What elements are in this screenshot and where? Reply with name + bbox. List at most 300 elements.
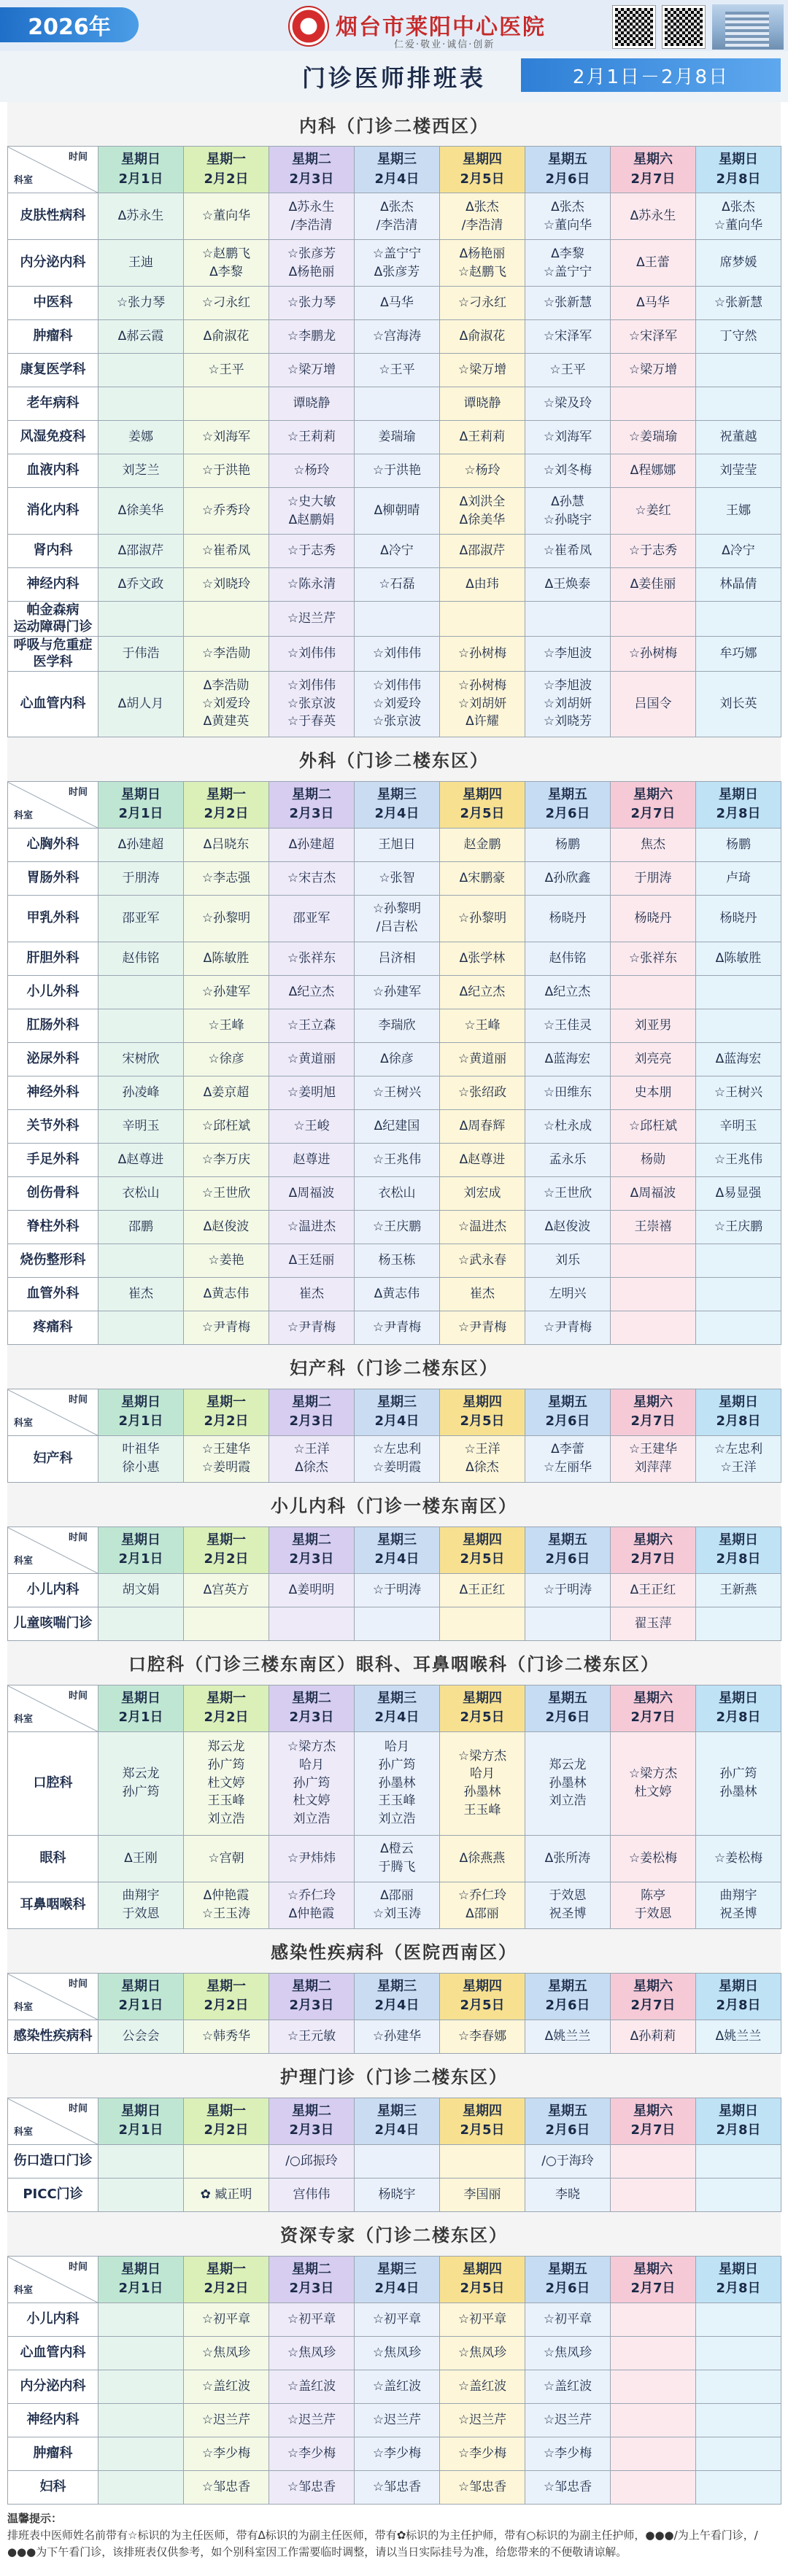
doctor-cell: Δ孙莉莉 [611,2020,696,2053]
doctor-cell [98,1607,184,1640]
doctor-cell: 赵尊进 [269,1143,355,1176]
doctor-cell: ☆孙建军 [355,975,440,1009]
department-name: 内分泌内科 [8,240,98,287]
date-label: 2月1日 [118,2122,163,2138]
date-label: 2月2日 [204,171,249,187]
doctor-cell: ☆李少梅 [355,2437,440,2470]
doctor-cell: Δ徐彦 [355,1042,440,1076]
day-header [440,781,525,828]
weekday-label: 星期日 [719,1532,758,1548]
doctor-cell: ☆崔希凤 [525,535,611,568]
day-header [98,1685,184,1731]
department-name: PICC门诊 [8,2178,98,2211]
doctor-cell: Δ姜明明 [269,1573,355,1607]
doctor-cell: ☆刘伟伟 [355,636,440,671]
day-header [184,1526,269,1573]
day-header [184,1973,269,2020]
doctor-cell: ☆李志强 [184,861,269,895]
doctor-cell: 李瑞欣 [355,1009,440,1042]
doctor-cell: ☆尹青梅 [525,1311,611,1344]
table-corner [8,2098,98,2144]
day-header [184,2098,269,2144]
doctor-cell: 吕济相 [355,942,440,975]
doctor-cell: ☆初平章 [184,2303,269,2336]
table-row [8,2336,781,2370]
corner-time-label: 时间 [68,786,88,798]
doctor-cell: 宋树欣 [98,1042,184,1076]
doctor-cell: ☆杜永成 [525,1109,611,1143]
date-label: 2月6日 [545,2122,590,2138]
doctor-cell: Δ张杰 ☆董向华 [696,193,781,240]
weekday-label: 星期五 [548,1690,587,1706]
department-name: 内分泌内科 [8,2370,98,2403]
doctor-cell: ☆邱枉斌 [184,1109,269,1143]
doctor-cell: ☆李少梅 [525,2437,611,2470]
doctor-cell: Δ赵俊波 [525,1210,611,1244]
department-name: 口腔科 [8,1731,98,1835]
date-label: 2月2日 [204,806,249,822]
weekday-label: 星期二 [292,1690,331,1706]
table-row [8,2144,781,2178]
day-header [269,147,355,193]
weekday-label: 星期六 [633,152,673,168]
doctor-cell [696,975,781,1009]
doctor-cell: ☆孙黎明 [440,895,525,942]
date-label: 2月3日 [289,1413,334,1429]
doctor-cell [98,1244,184,1277]
doctor-cell: ☆王立森 [269,1009,355,1042]
date-label: 2月2日 [204,1998,249,2014]
doctor-cell: ☆张智 [355,861,440,895]
table-row [8,671,781,737]
schedule-table [7,146,781,737]
department-name: 消化内科 [8,488,98,535]
qr-code-icon[interactable] [663,6,705,48]
date-label: 2月4日 [374,1413,420,1429]
doctor-cell: ☆尹青梅 [355,1311,440,1344]
doctor-cell [696,2403,781,2437]
hospital-name: 烟台市莱阳中心医院 [336,15,546,40]
department-name: 肛肠外科 [8,1009,98,1042]
weekday-label: 星期一 [206,1690,246,1706]
weekday-label: 星期五 [548,1978,587,1994]
hospital-motto: 仁爱·敬业·诚信·创新 [394,39,495,50]
doctor-cell: ☆刘伟伟 ☆张京波 ☆于春英 [269,671,355,737]
table-row [8,2020,781,2053]
date-label: 2月3日 [289,806,334,822]
doctor-cell: ☆宋吉杰 [269,861,355,895]
table-corner [8,2256,98,2303]
doctor-cell: ☆李少梅 [269,2437,355,2470]
doctor-cell: ☆李浩勋 [184,636,269,671]
date-label: 2月2日 [204,1710,249,1726]
doctor-cell: 孙凌峰 [98,1076,184,1109]
day-header [696,2098,781,2144]
doctor-cell: Δ王焕泰 [525,568,611,602]
day-header [269,2256,355,2303]
schedule-table [7,781,781,1345]
table-row [8,320,781,354]
doctor-cell: Δ孙建超 [269,828,355,861]
department-name: 神经内科 [8,2403,98,2437]
doctor-cell [525,602,611,637]
doctor-cell: ☆左忠利 ☆王洋 [696,1435,781,1482]
table-corner [8,1973,98,2020]
doctor-cell: Δ纪建国 [355,1109,440,1143]
doctor-cell: ☆焦凤珍 [184,2336,269,2370]
schedule-section [7,1483,781,1641]
doctor-cell: Δ刘洪全 Δ徐美华 [440,488,525,535]
doctor-cell: 杨勋 [611,1143,696,1176]
doctor-cell: 杨玉栋 [355,1244,440,1277]
table-row [8,1731,781,1835]
doctor-cell: ☆乔仁玲 Δ邵丽 [440,1882,525,1928]
weekday-label: 星期四 [463,786,502,802]
doctor-cell: 曲翔宇 祝圣博 [696,1882,781,1928]
schedule-table [7,1389,781,1483]
weekday-label: 星期日 [121,1690,161,1706]
table-row [8,1176,781,1210]
doctor-cell: 王新燕 [696,1573,781,1607]
day-header [611,2098,696,2144]
doctor-cell: ☆王峰 [184,1009,269,1042]
department-name: 神经外科 [8,1076,98,1109]
weekday-label: 星期四 [463,1532,502,1548]
doctor-cell: ☆石磊 [355,568,440,602]
doctor-cell: 宫伟伟 [269,2178,355,2211]
doctor-cell [696,2303,781,2336]
hospital-building-image [712,4,784,50]
date-label: 2月7日 [630,2281,676,2297]
department-name: 胃肠外科 [8,861,98,895]
schedule-table [7,1973,781,2054]
doctor-cell [98,2303,184,2336]
department-name: 小儿内科 [8,2303,98,2336]
doctor-cell: Δ孙慧 ☆孙晓宇 [525,488,611,535]
doctor-cell: Δ俞淑花 [440,320,525,354]
doctor-cell: ☆盖红波 [440,2370,525,2403]
table-row [8,2178,781,2211]
doctor-cell: Δ易显强 [696,1176,781,1210]
doctor-cell: ☆邱枉斌 [611,1109,696,1143]
department-name: 创伤骨科 [8,1176,98,1210]
doctor-cell [611,2178,696,2211]
doctor-cell: 胡文娟 [98,1573,184,1607]
table-row [8,2303,781,2336]
section-title: 资深专家（门诊二楼东区） [7,2212,781,2256]
doctor-cell: ☆梁方杰 杜文婷 [611,1731,696,1835]
schedule-section [7,2212,781,2505]
table-row [8,1882,781,1928]
department-name: 皮肤性病科 [8,193,98,240]
weekday-label: 星期三 [377,1532,417,1548]
doctor-cell: ☆宋泽军 [611,320,696,354]
day-header [98,1526,184,1573]
doctor-cell: ☆黄道丽 [269,1042,355,1076]
day-header [611,147,696,193]
doctor-cell: Δ由玮 [440,568,525,602]
doctor-cell: Δ吕晓东 [184,828,269,861]
corner-dept-label: 科室 [14,1417,34,1429]
schedule-section [7,737,781,1345]
doctor-cell: ☆孙树梅 ☆刘胡妍 Δ许耀 [440,671,525,737]
schedule-table [7,1685,781,1929]
doctor-cell: ☆刘海军 [184,421,269,454]
day-header [355,1973,440,2020]
doctor-cell: 杨晓丹 [696,895,781,942]
weekday-label: 星期三 [377,1690,417,1706]
doctor-cell: ☆刁永红 [440,287,525,320]
date-label: 2月8日 [716,1998,761,2014]
day-header [355,2256,440,2303]
date-label: 2月1日 [118,1710,163,1726]
corner-dept-label: 科室 [14,175,34,187]
doctor-cell: ☆王树兴 [696,1076,781,1109]
department-name: 伤口造口门诊 [8,2144,98,2178]
department-name: 感染性疾病科 [8,2020,98,2053]
weekday-label: 星期三 [377,1978,417,1994]
weekday-label: 星期五 [548,786,587,802]
table-row [8,454,781,488]
day-header [98,2098,184,2144]
doctor-cell: 姜瑞瑜 [355,421,440,454]
doctor-cell [696,2178,781,2211]
day-header [184,1389,269,1435]
weekday-label: 星期五 [548,2261,587,2277]
doctor-cell: ☆邹忠香 [184,2470,269,2504]
date-label: 2月3日 [289,2281,334,2297]
date-label: 2月4日 [374,171,420,187]
weekday-label: 星期日 [121,1532,161,1548]
schedule-section [7,1929,781,2054]
doctor-cell: Δ邵淑芹 [98,535,184,568]
doctor-cell [696,2437,781,2470]
table-corner [8,1389,98,1435]
doctor-cell: Δ邵淑芹 [440,535,525,568]
doctor-cell: 辛明玉 [98,1109,184,1143]
doctor-cell: ☆迟兰芹 [269,2403,355,2437]
doctor-cell: ☆焦凤珍 [440,2336,525,2370]
date-label: 2月2日 [204,2281,249,2297]
corner-time-label: 时间 [68,152,88,163]
doctor-cell [696,2470,781,2504]
doctor-cell: ☆孙树梅 [611,636,696,671]
doctor-cell: ☆姜艳 [184,1244,269,1277]
weekday-label: 星期一 [206,1394,246,1410]
qr-code-icon[interactable] [613,6,655,48]
doctor-cell: ☆杨玲 [269,454,355,488]
table-row [8,1009,781,1042]
doctor-cell: 曲翔宇 于效恩 [98,1882,184,1928]
header [0,0,788,51]
table-row [8,2437,781,2470]
day-header [611,1389,696,1435]
doctor-cell: ☆尹青梅 [184,1311,269,1344]
doctor-cell: Δ纪立杰 [269,975,355,1009]
weekday-label: 星期一 [206,2261,246,2277]
day-header [355,781,440,828]
table-row [8,354,781,387]
doctor-cell: Δ陈敏胜 [696,942,781,975]
date-label: 2月3日 [289,1710,334,1726]
date-label: 2月3日 [289,1551,334,1567]
doctor-cell: 哈月 孙广筠 孙墨林 王玉峰 刘立浩 [355,1731,440,1835]
table-row [8,942,781,975]
doctor-cell: 赵伟铭 [98,942,184,975]
doctor-cell: ☆田维东 [525,1076,611,1109]
doctor-cell: 刘亮亮 [611,1042,696,1076]
doctor-cell: Δ郝云霞 [98,320,184,354]
doctor-cell: Δ俞淑花 [184,320,269,354]
date-label: 2月1日 [118,171,163,187]
department-name: 肾内科 [8,535,98,568]
schedule-table [7,2256,781,2505]
corner-time-label: 时间 [68,1690,88,1702]
weekday-label: 星期二 [292,1978,331,1994]
doctor-cell: 于伟浩 [98,636,184,671]
doctor-cell [611,2144,696,2178]
doctor-cell: 于朋涛 [611,861,696,895]
weekday-label: 星期日 [719,2261,758,2277]
schedule-table [7,1526,781,1641]
doctor-cell: 邵亚军 [269,895,355,942]
doctor-cell: Δ赵尊进 [440,1143,525,1176]
doctor-cell [696,2336,781,2370]
table-header-row [8,1685,781,1731]
doctor-cell [98,2403,184,2437]
department-name: 眼科 [8,1835,98,1882]
doctor-cell: ☆梁万增 [440,354,525,387]
doctor-cell: ☆初平章 [355,2303,440,2336]
table-row [8,602,781,637]
weekday-label: 星期二 [292,1532,331,1548]
doctor-cell: Δ宋鹏豪 [440,861,525,895]
doctor-cell: Δ陈敏胜 [184,942,269,975]
doctor-cell: 林晶倩 [696,568,781,602]
weekday-label: 星期一 [206,1978,246,1994]
doctor-cell: ☆于志秀 [269,535,355,568]
day-header [269,781,355,828]
doctor-cell [611,1244,696,1277]
department-name: 关节外科 [8,1109,98,1143]
doctor-cell: ☆张绍政 [440,1076,525,1109]
notes-text: 排班表中医师姓名前带有☆标识的为主任医师，带有Δ标识的为副主任医师，带有✿标识的为主任护师，带有○标识的为副主任护师，●●●/为上午看门诊，/●●●为下午看门诊，该排班表仅供参考，如个别科室因工作需要临时调整，请以当日实际挂号为准，给您带来的不便敬请谅解。 [7,2528,758,2559]
date-label: 2月8日 [716,1710,761,1726]
doctor-cell: Δ王正红 [440,1573,525,1607]
doctor-cell: ☆温进杰 [269,1210,355,1244]
table-row [8,488,781,535]
doctor-cell: ☆孙黎明 [184,895,269,942]
doctor-cell: 王迪 [98,240,184,287]
doctor-cell [696,387,781,421]
table-row [8,1244,781,1277]
doctor-cell: ☆刘冬梅 [525,454,611,488]
doctor-cell [696,1277,781,1311]
doctor-cell: 孟永乐 [525,1143,611,1176]
notes-label: 温馨提示： [7,2511,63,2525]
doctor-cell: 崔杰 [440,1277,525,1311]
day-header [98,1389,184,1435]
doctor-cell: Δ王莉莉 [440,421,525,454]
doctor-cell [440,602,525,637]
department-name: 脊柱外科 [8,1210,98,1244]
weekday-label: 星期日 [121,1978,161,1994]
date-label: 2月1日 [118,1998,163,2014]
day-header [440,1973,525,2020]
doctor-cell: ☆武永春 [440,1244,525,1277]
doctor-cell [98,2370,184,2403]
doctor-cell: ☆孙黎明 /吕吉松 [355,895,440,942]
doctor-cell: Δ姜京超 [184,1076,269,1109]
day-header [611,1685,696,1731]
day-header [184,147,269,193]
doctor-cell: ☆张祥东 [269,942,355,975]
doctor-cell: ☆王平 [355,354,440,387]
doctor-cell [98,2144,184,2178]
doctor-cell: ☆姜松梅 [696,1835,781,1882]
doctor-cell: ☆王莉莉 [269,421,355,454]
department-name: 呼吸与危重症 医学科 [8,636,98,671]
notes [7,2510,781,2561]
doctor-cell: ☆黄道丽 [440,1042,525,1076]
doctor-cell: 辛明玉 [696,1109,781,1143]
day-header [440,1685,525,1731]
doctor-cell: ☆焦凤珍 [269,2336,355,2370]
corner-dept-label: 科室 [14,810,34,821]
doctor-cell: ☆姜红 [611,488,696,535]
date-label: 2月5日 [460,1551,505,1567]
day-header [355,147,440,193]
doctor-cell: Δ徐美华 [98,488,184,535]
doctor-cell: ☆王兆伟 [696,1143,781,1176]
doctor-cell: ☆陈永清 [269,568,355,602]
doctor-cell: ☆乔仁玲 Δ仲艳霞 [269,1882,355,1928]
doctor-cell: ☆梁方杰 哈月 孙广筠 杜文婷 刘立浩 [269,1731,355,1835]
table-header-row [8,2256,781,2303]
doctor-cell: Δ黄志伟 [355,1277,440,1311]
doctor-cell: Δ周福波 [269,1176,355,1210]
doctor-cell: ☆宋泽军 [525,320,611,354]
day-header [525,147,611,193]
doctor-cell: 赵金鹏 [440,828,525,861]
doctor-cell: 王崇禧 [611,1210,696,1244]
doctor-cell: ☆盖红波 [355,2370,440,2403]
date-label: 2月8日 [716,806,761,822]
table-row [8,1573,781,1607]
day-header [525,1973,611,2020]
doctor-cell: Δ乔文政 [98,568,184,602]
doctor-cell: ☆王佳灵 [525,1009,611,1042]
department-name: 帕金森病 运动障碍门诊 [8,602,98,637]
doctor-cell: ☆赵鹏飞 Δ李黎 [184,240,269,287]
doctor-cell [355,387,440,421]
doctor-cell: 邵亚军 [98,895,184,942]
weekday-label: 星期六 [633,1978,673,1994]
doctor-cell: Δ王廷丽 [269,1244,355,1277]
doctor-cell: ☆初平章 [440,2303,525,2336]
doctor-cell: ☆刁永红 [184,287,269,320]
doctor-cell [355,602,440,637]
doctor-cell: Δ杨艳丽 ☆赵鹏飞 [440,240,525,287]
doctor-cell: 郑云龙 孙广筠 [98,1731,184,1835]
day-header [355,1526,440,1573]
day-header [696,1973,781,2020]
doctor-cell: ☆姜瑞瑜 [611,421,696,454]
doctor-cell: ✿ 臧正明 [184,2178,269,2211]
doctor-cell: ☆杨玲 [440,454,525,488]
doctor-cell [98,1009,184,1042]
table-row [8,1042,781,1076]
